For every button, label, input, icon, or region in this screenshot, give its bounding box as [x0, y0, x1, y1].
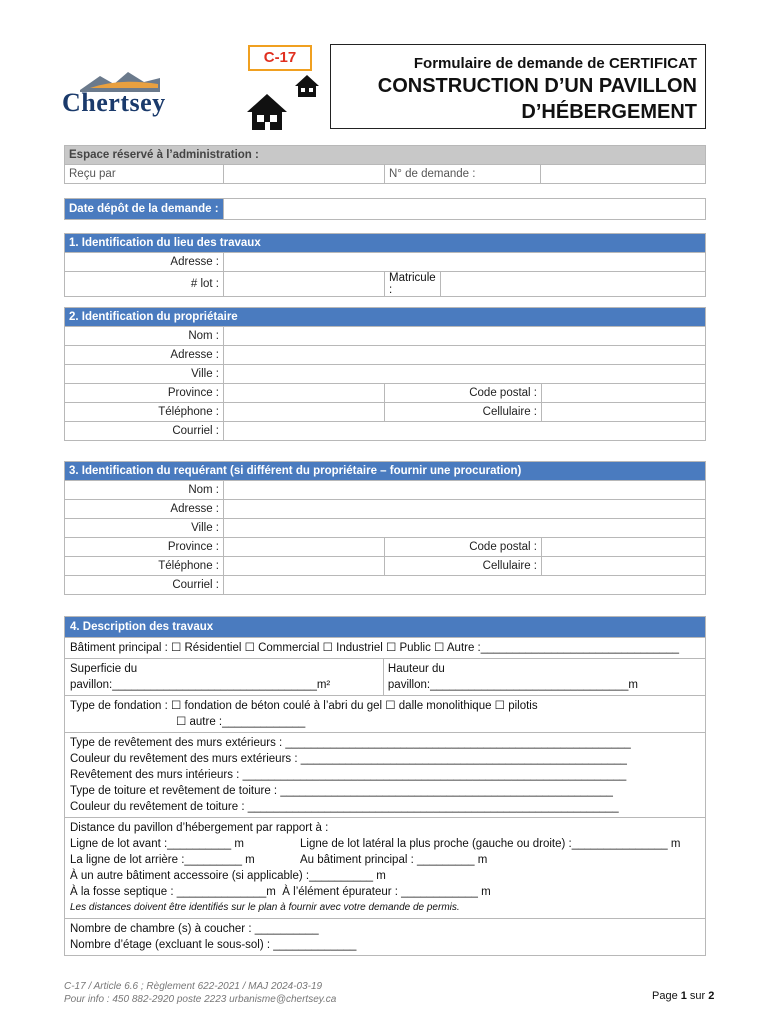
- s3-telephone-label: Téléphone :: [65, 557, 224, 576]
- form-title-line1: Formulaire de demande de CERTIFICAT: [413, 55, 697, 72]
- s3-code-postal-label: Code postal :: [385, 538, 542, 557]
- s2-adresse-label: Adresse :: [65, 346, 224, 365]
- s2-ville-field[interactable]: [224, 365, 706, 384]
- s3-telephone-field[interactable]: [224, 557, 385, 576]
- s4-dist-accessoire[interactable]: À un autre bâtiment accessoire (si applicable) :__________ m: [70, 870, 386, 882]
- s1-adresse-field[interactable]: [224, 253, 706, 272]
- page-number: [652, 990, 714, 1002]
- s4-dist-avant[interactable]: Ligne de lot avant :__________ m: [70, 838, 244, 850]
- section4-block: [64, 616, 706, 956]
- page-current: 1: [680, 990, 687, 1002]
- s4-distances-note: Les distances doivent être identifiés sur le plan à fournir avec votre demande de permis.: [70, 902, 460, 913]
- footer-reference: C-17 / Article 6.6 ; Règlement 622-2021 / MAJ 2024-03-19: [64, 981, 323, 992]
- s4-batiment-row[interactable]: Bâtiment principal : ☐ Résidentiel ☐ Commercial ☐ Industriel ☐ Public ☐ Autre :_______________________________: [65, 638, 705, 659]
- form-title-line2: CONSTRUCTION D’UN PAVILLON: [377, 75, 697, 97]
- page-prefix: Page: [652, 990, 681, 1002]
- section2-table: [64, 307, 706, 441]
- house-icon-small: [294, 74, 320, 98]
- form-code-badge: C-17: [248, 45, 312, 71]
- s1-lot-field[interactable]: [224, 272, 385, 297]
- s2-cellulaire-field[interactable]: [542, 403, 706, 422]
- s2-courriel-label: Courriel :: [65, 422, 224, 441]
- s1-lot-label: # lot :: [65, 272, 224, 297]
- no-demande-label: N° de demande :: [385, 165, 541, 184]
- s4-distances-row: [65, 818, 705, 919]
- s2-province-label: Province :: [65, 384, 224, 403]
- s2-courriel-field[interactable]: [224, 422, 706, 441]
- s3-adresse-label: Adresse :: [65, 500, 224, 519]
- s3-ville-label: Ville :: [65, 519, 224, 538]
- s2-telephone-field[interactable]: [224, 403, 385, 422]
- s2-cellulaire-label: Cellulaire :: [385, 403, 542, 422]
- s4-distances-title: Distance du pavillon d’hébergement par rapport à :: [70, 822, 329, 834]
- section3-table: [64, 461, 706, 595]
- page-sep: sur: [686, 990, 709, 1002]
- date-depot-field[interactable]: [224, 199, 706, 220]
- house-icon-large: [246, 92, 288, 132]
- no-demande-field[interactable]: [541, 165, 706, 184]
- section2-title: 2. Identification du propriétaire: [65, 308, 706, 327]
- form-title-line3: D’HÉBERGEMENT: [521, 101, 697, 123]
- s2-adresse-field[interactable]: [224, 346, 706, 365]
- s4-fondation-options[interactable]: Type de fondation : ☐ fondation de béton coulé à l’abri du gel ☐ dalle monolithique ☐ pilotis: [70, 700, 538, 712]
- section3-title: 3. Identification du requérant (si différent du propriétaire – fournir une procuration): [65, 462, 706, 481]
- footer: [64, 980, 336, 1006]
- s4-hauteur-field[interactable]: Hauteur du pavillon:_______________________________m: [387, 663, 638, 691]
- s4-dist-lateral[interactable]: Ligne de lot latéral la plus proche (gauche ou droite) :_______________ m: [300, 838, 681, 850]
- s3-adresse-field[interactable]: [224, 500, 706, 519]
- s4-superficie-field[interactable]: Superficie du pavillon:________________________________m²: [70, 659, 384, 695]
- date-depot-table: [64, 198, 706, 220]
- s3-cellulaire-field[interactable]: [542, 557, 706, 576]
- s3-cellulaire-label: Cellulaire :: [385, 557, 542, 576]
- s4-chambres-row: [65, 919, 705, 955]
- page-total: 2: [708, 990, 715, 1002]
- s4-dist-fosse[interactable]: À la fosse septique : ______________m: [70, 886, 276, 898]
- recu-par-label: Reçu par: [65, 165, 224, 184]
- logo-text: Chertsey: [62, 88, 166, 117]
- recu-par-field[interactable]: [224, 165, 385, 184]
- s2-code-postal-label: Code postal :: [385, 384, 542, 403]
- date-depot-label: Date dépôt de la demande :: [65, 199, 224, 220]
- section1-title: 1. Identification du lieu des travaux: [65, 234, 706, 253]
- s4-couleur-murs-ext[interactable]: Couleur du revêtement des murs extérieurs : ___________________________________________________: [70, 753, 627, 765]
- s2-ville-label: Ville :: [65, 365, 224, 384]
- s3-province-label: Province :: [65, 538, 224, 557]
- s3-ville-field[interactable]: [224, 519, 706, 538]
- s4-dist-arriere[interactable]: La ligne de lot arrière :_________ m: [70, 854, 255, 866]
- s4-chambres[interactable]: Nombre de chambre (s) à coucher : __________: [70, 923, 319, 935]
- admin-title: Espace réservé à l’administration :: [65, 146, 706, 165]
- s3-province-field[interactable]: [224, 538, 385, 557]
- s3-courriel-label: Courriel :: [65, 576, 224, 595]
- s4-dist-epurateur[interactable]: À l’élément épurateur : ____________ m: [282, 886, 491, 898]
- s4-superficie-row: [65, 659, 705, 696]
- footer-contact: Pour info : 450 882-2920 poste 2223 urbanisme@chertsey.ca: [64, 994, 337, 1005]
- s4-etages[interactable]: Nombre d’étage (excluant le sous-sol) : _____________: [70, 939, 357, 951]
- section1-table: [64, 233, 706, 297]
- form-title-box: [330, 44, 706, 129]
- s2-code-postal-field[interactable]: [542, 384, 706, 403]
- s4-dist-batiment[interactable]: Au bâtiment principal : _________ m: [300, 854, 488, 866]
- section4-title: 4. Description des travaux: [65, 617, 705, 638]
- s1-adresse-label: Adresse :: [65, 253, 224, 272]
- s3-nom-field[interactable]: [224, 481, 706, 500]
- s1-matricule-field[interactable]: [441, 272, 706, 297]
- admin-table: [64, 145, 706, 184]
- s2-nom-field[interactable]: [224, 327, 706, 346]
- s3-code-postal-field[interactable]: [542, 538, 706, 557]
- s4-revetement-row: [65, 733, 705, 818]
- s4-type-toiture[interactable]: Type de toiture et revêtement de toiture : ____________________________________________________: [70, 785, 613, 797]
- s4-rev-murs-ext[interactable]: Type de revêtement des murs extérieurs : ______________________________________________________: [70, 737, 631, 749]
- s3-nom-label: Nom :: [65, 481, 224, 500]
- s2-nom-label: Nom :: [65, 327, 224, 346]
- s4-fondation-autre[interactable]: ☐ autre :_____________: [176, 716, 306, 728]
- s2-telephone-label: Téléphone :: [65, 403, 224, 422]
- s2-province-field[interactable]: [224, 384, 385, 403]
- s4-couleur-toiture[interactable]: Couleur du revêtement de toiture : __________________________________________________________: [70, 801, 619, 813]
- s4-rev-murs-int[interactable]: Revêtement des murs intérieurs : ____________________________________________________________: [70, 769, 627, 781]
- s4-fondation-row: [65, 696, 705, 733]
- s1-matricule-label: Matricule :: [385, 272, 441, 297]
- s3-courriel-field[interactable]: [224, 576, 706, 595]
